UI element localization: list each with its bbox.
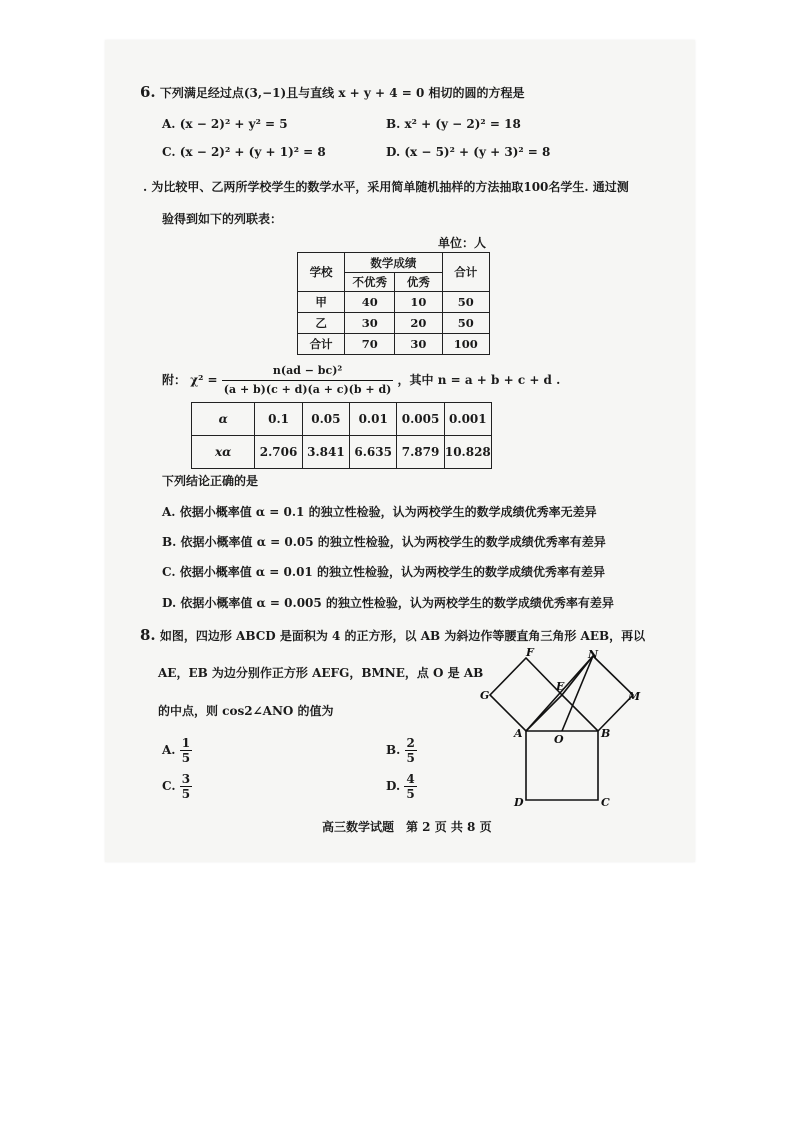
q8-number: 8. [140,626,156,644]
page-footer: 高三数学试题 第 2 页 共 8 页 [322,820,492,834]
contingency-table [297,252,490,355]
th-school: 学校 [298,253,345,292]
q7-option-b: B. 依据小概率值 α = 0.05 的独立性检验，认为两校学生的数学成绩优秀率有差异 [162,535,606,549]
label-g: G [480,689,490,702]
q8-line1 [140,628,645,644]
q7-question: 下列结论正确的是 [162,474,259,488]
table-row: 合计 70 30 100 [298,334,490,355]
label-e: E [556,680,565,693]
segment-no [562,656,593,731]
chi-square-formula [162,362,560,399]
q8-option-a: A. $\frac{1}{5}$ [162,736,191,765]
table-row: xα 2.706 3.841 6.635 7.879 10.828 [192,436,492,469]
table-row: 甲 40 10 50 [298,292,490,313]
q6-option-b: B. x² + (y − 2)² = 18 [386,117,521,131]
label-c: C [601,796,610,809]
chi-suffix: ，其中 n = a + b + c + d . [397,373,561,387]
table-row: 乙 30 20 50 [298,313,490,334]
q8-option-c: C. $\frac{3}{5}$ [162,772,191,801]
th-total: 合计 [442,253,489,292]
critical-value-table [191,402,492,469]
th-score: 数学成绩 [345,253,442,273]
q8-option-b: B. $\frac{2}{5}$ [386,736,415,765]
q8-line3: 的中点，则 cos2∠ANO 的值为 [158,704,334,718]
q7-stem-line1: . 为比较甲、乙两所学校学生的数学水平，采用简单随机抽样的方法抽取100名学生. 通过测 [143,180,629,194]
q7-option-c: C. 依据小概率值 α = 0.01 的独立性检验，认为两校学生的数学成绩优秀率有差异 [162,565,605,579]
label-m: M [628,690,641,703]
chi-denominator: (a + b)(c + d)(a + c)(b + d) [223,383,392,396]
th-not-excellent: 不优秀 [345,273,395,292]
q7-option-a: A. 依据小概率值 α = 0.1 的独立性检验，认为两校学生的数学成绩优秀率无差异 [162,505,597,519]
square-aefg [490,658,562,731]
table-row: α 0.1 0.05 0.01 0.005 0.001 [192,403,492,436]
q6-stem: 下列满足经过点(3,−1)且与直线 x + y + 4 = 0 相切的圆的方程是 [159,86,525,100]
label-b: B [601,727,611,740]
label-f: F [526,646,534,659]
note-prefix: 附： [162,373,187,387]
label-o: O [554,733,564,746]
q7-stem-line2: 验得到如下的列联表： [162,212,283,226]
q8-stem-1: 如图，四边形 ABCD 是面积为 4 的正方形，以 AB 为斜边作等腰直角三角形 AEB，再以 [159,629,646,643]
q6-option-d: D. (x − 5)² + (y + 3)² = 8 [386,145,551,159]
label-n: N [588,648,599,661]
square-bmne [562,656,633,731]
q7-option-d: D. 依据小概率值 α = 0.005 的独立性检验，认为两校学生的数学成绩优秀率有差异 [162,596,614,610]
q6-number: 6. [140,83,156,101]
q6-stem-line [140,85,525,101]
label-a: A [514,727,523,740]
label-d: D [514,796,524,809]
geometry-figure [478,646,641,813]
q6-option-a: A. (x − 2)² + y² = 5 [162,117,288,131]
chi-numerator: n(ad − bc)² [222,362,394,381]
chi-fraction [222,362,394,399]
th-excellent: 优秀 [395,273,442,292]
q8-line2: AE，EB 为边分别作正方形 AEFG，BMNE，点 O 是 AB [158,666,484,680]
q6-option-c: C. (x − 2)² + (y + 1)² = 8 [162,145,326,159]
q7-unit: 单位：人 [438,236,487,250]
q8-option-d: D. $\frac{4}{5}$ [386,772,415,801]
chi-lhs: χ² = [190,373,218,387]
